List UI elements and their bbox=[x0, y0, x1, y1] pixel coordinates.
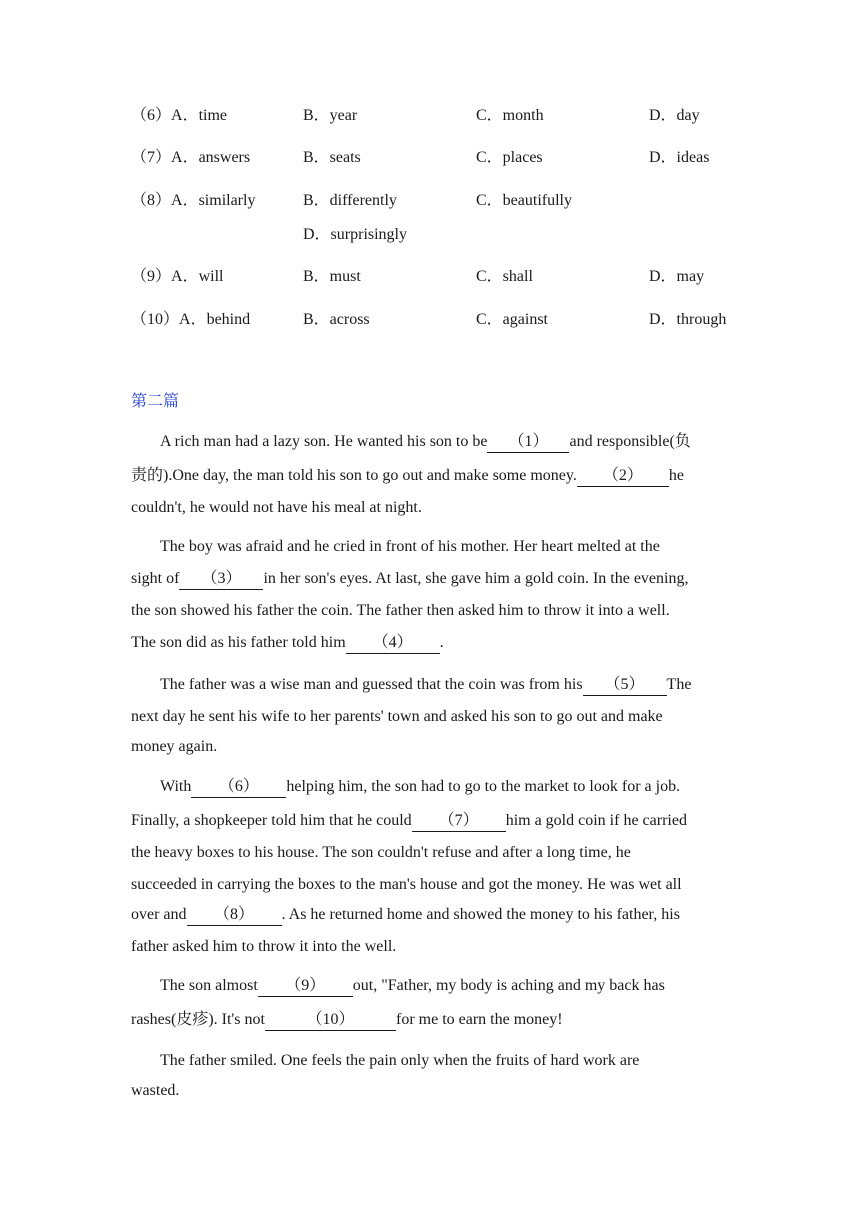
text-run: The bbox=[666, 676, 692, 693]
option-b: B．must bbox=[303, 268, 361, 285]
text-run: helping him, the son had to go to the market to look for a job. bbox=[286, 778, 681, 795]
option-row-7 bbox=[131, 146, 751, 170]
blank-9: （9） bbox=[258, 976, 353, 997]
text-line: next day he sent his wife to her parents' town and asked his son to go out and make bbox=[131, 708, 663, 725]
text-line bbox=[131, 1008, 563, 1032]
blank-10: （10） bbox=[265, 1010, 396, 1031]
text-run: A rich man had a lazy son. He wanted his son to be bbox=[160, 433, 488, 450]
option-a-text: A．behind bbox=[179, 311, 251, 328]
text-line: couldn't, he would not have his meal at night. bbox=[131, 499, 422, 516]
text-run: With bbox=[160, 778, 192, 795]
section-title: 第二篇 bbox=[131, 391, 180, 410]
question-number: （7） bbox=[131, 149, 172, 166]
option-a-text: A．will bbox=[171, 268, 224, 285]
question-number: （10） bbox=[131, 311, 180, 328]
question-number: （8） bbox=[131, 192, 172, 209]
option-c: C．shall bbox=[476, 268, 533, 285]
text-line bbox=[131, 631, 444, 655]
option-c: C．places bbox=[476, 149, 543, 166]
option-b: B．year bbox=[303, 107, 358, 124]
option-a-text: A．similarly bbox=[171, 192, 256, 209]
option-d: D．day bbox=[649, 107, 700, 124]
option-a bbox=[131, 265, 223, 289]
text-line bbox=[160, 974, 665, 998]
text-run: Finally, a shopkeeper told him that he could bbox=[131, 812, 412, 829]
blank-4: （4） bbox=[346, 633, 440, 654]
text-line bbox=[160, 775, 680, 799]
option-row-8-wrap bbox=[131, 223, 751, 247]
text-line: the son showed his father the coin. The father then asked him to throw it into a well. bbox=[131, 602, 670, 619]
option-row-8 bbox=[131, 189, 751, 213]
question-number: （9） bbox=[131, 268, 172, 285]
text-line: father asked him to throw it into the well. bbox=[131, 938, 397, 955]
blank-7: （7） bbox=[412, 811, 506, 832]
text-run: out, "Father, my body is aching and my back has bbox=[352, 977, 665, 994]
text-line: the heavy boxes to his house. The son couldn't refuse and after a long time, he bbox=[131, 844, 631, 861]
option-c: C．against bbox=[476, 311, 548, 328]
option-b: B．across bbox=[303, 311, 370, 328]
text-line bbox=[131, 903, 680, 927]
text-run: and responsible(负 bbox=[569, 433, 691, 450]
text-line bbox=[131, 464, 684, 488]
text-line: wasted. bbox=[131, 1082, 180, 1099]
text-run: rashes(皮疹). It's not bbox=[131, 1011, 265, 1028]
text-line bbox=[131, 809, 687, 833]
text-run: 责的).One day, the man told his son to go out and make some money. bbox=[131, 467, 577, 484]
text-line: The father smiled. One feels the pain only when the fruits of hard work are bbox=[160, 1052, 640, 1069]
option-d: D．surprisingly bbox=[303, 226, 408, 243]
blank-3: （3） bbox=[179, 569, 263, 590]
option-row-6 bbox=[131, 104, 751, 128]
option-b: B．differently bbox=[303, 192, 397, 209]
option-d: D．through bbox=[649, 311, 727, 328]
text-run: The son did as his father told him bbox=[131, 634, 346, 651]
text-line bbox=[160, 430, 691, 454]
option-row-10 bbox=[131, 308, 751, 332]
blank-1: （1） bbox=[487, 432, 569, 453]
text-run: over and bbox=[131, 906, 187, 923]
option-a bbox=[131, 146, 250, 170]
question-number: （6） bbox=[131, 107, 172, 124]
blank-2: （2） bbox=[577, 466, 669, 487]
text-run: . bbox=[439, 634, 444, 651]
blank-6: （6） bbox=[191, 777, 286, 798]
blank-8: （8） bbox=[187, 905, 282, 926]
text-run: for me to earn the money! bbox=[395, 1011, 563, 1028]
text-run: The son almost bbox=[160, 977, 258, 994]
text-run: he bbox=[668, 467, 684, 484]
option-a bbox=[131, 189, 255, 213]
text-run: him a gold coin if he carried bbox=[505, 812, 687, 829]
text-run: sight of bbox=[131, 570, 180, 587]
text-line bbox=[160, 673, 691, 697]
option-a bbox=[131, 104, 227, 128]
option-a-text: A．answers bbox=[171, 149, 251, 166]
text-line bbox=[131, 567, 688, 591]
option-c: C．beautifully bbox=[476, 192, 572, 209]
text-line: money again. bbox=[131, 738, 218, 755]
option-d: D．may bbox=[649, 268, 705, 285]
option-a-text: A．time bbox=[171, 107, 228, 124]
text-line: succeeded in carrying the boxes to the man's house and got the money. He was wet all bbox=[131, 876, 682, 893]
text-line: The boy was afraid and he cried in front of his mother. Her heart melted at the bbox=[160, 538, 660, 555]
option-d: D．ideas bbox=[649, 149, 710, 166]
blank-5: （5） bbox=[583, 675, 667, 696]
option-row-9 bbox=[131, 265, 751, 289]
option-c: C．month bbox=[476, 107, 544, 124]
text-run: The father was a wise man and guessed that the coin was from his bbox=[160, 676, 583, 693]
text-run: in her son's eyes. At last, she gave him a gold coin. In the evening, bbox=[263, 570, 689, 587]
text-run: . As he returned home and showed the money to his father, his bbox=[281, 906, 680, 923]
option-a bbox=[131, 308, 250, 332]
option-b: B．seats bbox=[303, 149, 361, 166]
